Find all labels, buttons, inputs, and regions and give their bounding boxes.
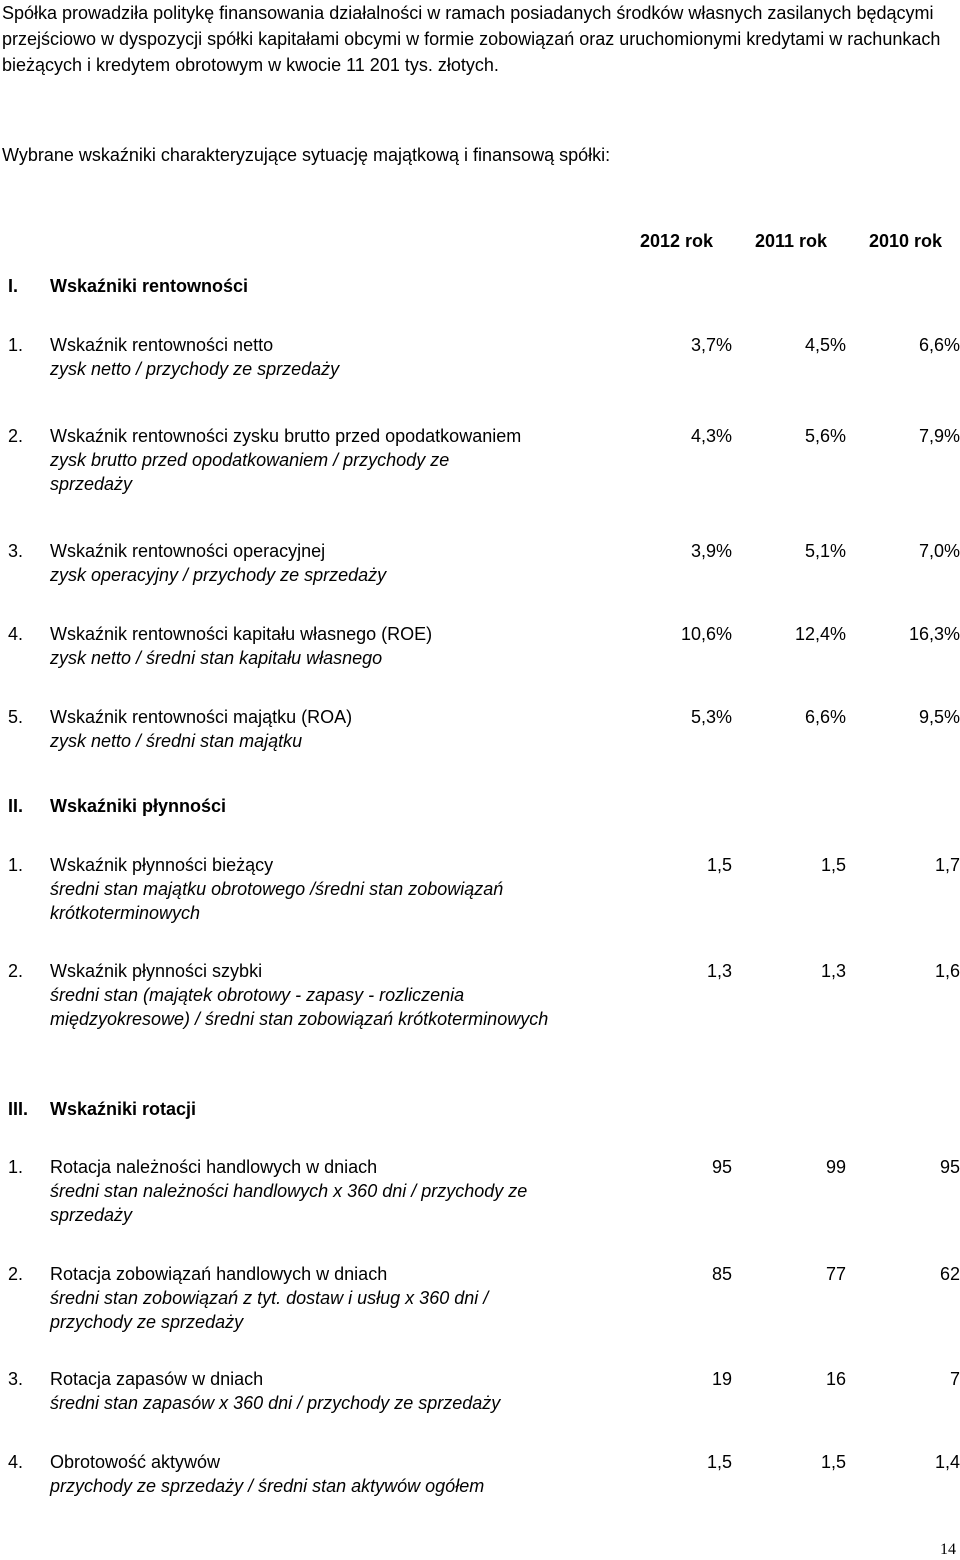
value-2010: 7: [949, 1369, 960, 1389]
ratio-number: 2.: [8, 961, 24, 981]
value-2010: 7,0%: [918, 541, 960, 561]
section-number: I.: [8, 276, 19, 296]
ratio-name: Wskaźnik płynności bieżący: [50, 855, 274, 875]
value-2010: 1,7: [934, 855, 960, 875]
intro-paragraph: [2, 0, 958, 78]
ratio-name: Rotacja zobowiązań handlowych w dniach: [50, 1264, 388, 1284]
ratio-label: [50, 1262, 610, 1334]
value-2011: 4,5%: [804, 335, 846, 355]
value-2011: 5,6%: [804, 426, 846, 446]
value-2012: 1,5: [706, 1452, 732, 1472]
value-2012: 4,3%: [690, 426, 732, 446]
ratio-number: 1.: [8, 335, 24, 355]
ratio-formula: zysk brutto przed opodatkowaniem / przychody ze sprzedaży: [50, 450, 450, 494]
value-2010: 9,5%: [918, 707, 960, 727]
value-2012: 3,7%: [690, 335, 732, 355]
value-2012: 1,5: [706, 855, 732, 875]
ratio-number: 2.: [8, 426, 24, 446]
section-number: II.: [8, 796, 24, 816]
ratio-number: 1.: [8, 1157, 24, 1177]
value-2010: 62: [939, 1264, 960, 1284]
value-2011: 77: [825, 1264, 846, 1284]
ratio-number: 5.: [8, 707, 24, 727]
ratio-formula: średni stan zapasów x 360 dni / przychody ze sprzedaży: [50, 1393, 501, 1413]
ratio-formula: średni stan majątku obrotowego /średni stan zobowiązań krótkoterminowych: [50, 879, 504, 923]
ratio-label: [50, 622, 610, 670]
ratio-name: Wskaźnik rentowności kapitału własnego (ROE): [50, 624, 433, 644]
ratio-name: Wskaźnik rentowności zysku brutto przed opodatkowaniem: [50, 426, 522, 446]
year-header-2011: 2011 rok: [755, 231, 828, 251]
value-2011: 99: [825, 1157, 846, 1177]
ratio-label: [50, 1450, 610, 1498]
ratio-formula: zysk netto / średni stan kapitału własnego: [50, 648, 383, 668]
value-2011: 6,6%: [804, 707, 846, 727]
ratio-name: Rotacja należności handlowych w dniach: [50, 1157, 378, 1177]
section-number: III.: [8, 1099, 29, 1119]
ratio-number: 2.: [8, 1264, 24, 1284]
section-title: Wskaźniki płynności: [50, 796, 227, 816]
value-2011: 16: [825, 1369, 846, 1389]
ratio-formula: przychody ze sprzedaży / średni stan aktywów ogółem: [50, 1476, 485, 1496]
intro-text: Spółka prowadziła politykę finansowania działalności w ramach posiadanych środków własnych zasilanych będącymi przejściowo w dyspozycji spółki kapitałami obcymi w formie zobowiązań oraz uruchomionymi kredytami w rachunkach bieżących i kredytem obrotowym w kwocie 11 201 tys. złotych.: [2, 3, 941, 75]
ratio-number: 3.: [8, 1369, 24, 1389]
ratio-formula: zysk netto / przychody ze sprzedaży: [50, 359, 340, 379]
ratio-label: [50, 1155, 610, 1227]
ratio-name: Wskaźnik rentowności operacyjnej: [50, 541, 326, 561]
ratios-subtitle: Wybrane wskaźniki charakteryzujące sytuację majątkową i finansową spółki:: [2, 145, 611, 165]
ratio-number: 4.: [8, 1452, 24, 1472]
ratio-label: [50, 959, 610, 1031]
ratio-formula: zysk netto / średni stan majątku: [50, 731, 303, 751]
value-2010: 1,4: [934, 1452, 960, 1472]
ratio-number: 1.: [8, 855, 24, 875]
value-2011: 1,3: [820, 961, 846, 981]
ratio-formula: średni stan należności handlowych x 360 dni / przychody ze sprzedaży: [50, 1181, 528, 1225]
ratio-name: Wskaźnik rentowności majątku (ROA): [50, 707, 353, 727]
year-header-2012: 2012 rok: [640, 231, 714, 251]
ratio-formula: średni stan (majątek obrotowy - zapasy - rozliczenia międzyokresowe) / średni stan zobowiązań krótkoterminowych: [50, 985, 549, 1029]
value-2012: 95: [711, 1157, 732, 1177]
value-2010: 95: [939, 1157, 960, 1177]
ratio-name: Wskaźnik rentowności netto: [50, 335, 274, 355]
section-title: Wskaźniki rotacji: [50, 1099, 197, 1119]
ratio-label: [50, 705, 610, 753]
ratio-name: Rotacja zapasów w dniach: [50, 1369, 264, 1389]
ratio-number: 4.: [8, 624, 24, 644]
value-2011: 1,5: [820, 855, 846, 875]
ratio-name: Wskaźnik płynności szybki: [50, 961, 263, 981]
ratio-label: [50, 853, 610, 925]
section-title: Wskaźniki rentowności: [50, 276, 249, 296]
value-2011: 12,4%: [794, 624, 846, 644]
value-2011: 5,1%: [804, 541, 846, 561]
value-2010: 6,6%: [918, 335, 960, 355]
value-2012: 3,9%: [690, 541, 732, 561]
ratio-label: [50, 539, 610, 587]
value-2010: 16,3%: [908, 624, 960, 644]
ratio-label: [50, 1367, 610, 1415]
value-2012: 5,3%: [690, 707, 732, 727]
value-2010: 7,9%: [918, 426, 960, 446]
value-2012: 19: [711, 1369, 732, 1389]
year-header-2010: 2010 rok: [869, 231, 943, 251]
value-2011: 1,5: [820, 1452, 846, 1472]
value-2010: 1,6: [934, 961, 960, 981]
ratio-label: [50, 424, 610, 496]
ratio-label: [50, 333, 610, 381]
value-2012: 85: [711, 1264, 732, 1284]
ratio-number: 3.: [8, 541, 24, 561]
value-2012: 1,3: [706, 961, 732, 981]
ratio-formula: zysk operacyjny / przychody ze sprzedaży: [50, 565, 387, 585]
value-2012: 10,6%: [680, 624, 732, 644]
ratio-name: Obrotowość aktywów: [50, 1452, 221, 1472]
page-number: 14: [940, 1541, 956, 1558]
ratio-formula: średni stan zobowiązań z tyt. dostaw i usług x 360 dni / przychody ze sprzedaży: [50, 1288, 489, 1332]
